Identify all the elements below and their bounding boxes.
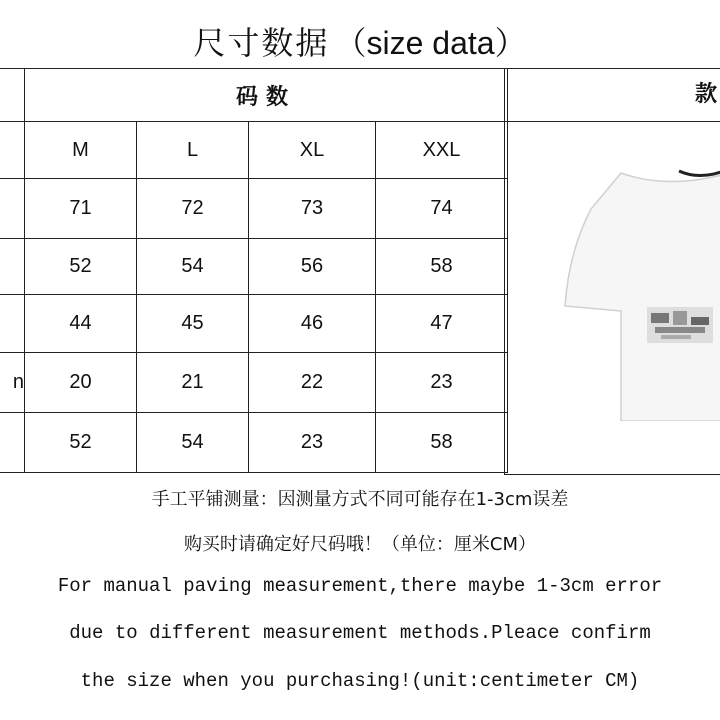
table-cell: 47 bbox=[376, 295, 508, 353]
table-cell: 58 bbox=[376, 413, 508, 473]
row-label: n bbox=[0, 353, 25, 413]
style-panel bbox=[504, 68, 720, 475]
note-en-line2: due to different measurement methods.Pleace confirm bbox=[69, 622, 651, 644]
size-col-xl: XL bbox=[249, 122, 376, 179]
size-col-m: M bbox=[25, 122, 137, 179]
table-row bbox=[0, 295, 508, 353]
table-cell: 23 bbox=[376, 353, 508, 413]
table-cell: 71 bbox=[25, 179, 137, 239]
side-cell bbox=[0, 122, 25, 179]
page-title bbox=[0, 18, 720, 64]
row-label bbox=[0, 295, 25, 353]
table-cell: 45 bbox=[137, 295, 249, 353]
size-header: 码数 bbox=[25, 69, 508, 122]
table-row bbox=[0, 353, 508, 413]
note-cn-line2: 购买时请确定好尺码哦！（单位：厘米CM） bbox=[183, 534, 537, 555]
size-col-l: L bbox=[137, 122, 249, 179]
table-cell: 72 bbox=[137, 179, 249, 239]
table-cell: 22 bbox=[249, 353, 376, 413]
row-label bbox=[0, 239, 25, 295]
table-cell: 52 bbox=[25, 413, 137, 473]
table-cell: 20 bbox=[25, 353, 137, 413]
size-table bbox=[0, 68, 508, 473]
table-cell: 58 bbox=[376, 239, 508, 295]
size-col-xxl: XXL bbox=[376, 122, 508, 179]
table-cell: 21 bbox=[137, 353, 249, 413]
table-cell: 52 bbox=[25, 239, 137, 295]
tshirt-image bbox=[561, 161, 720, 421]
note-en-line1: For manual paving measurement,there maybe 1-3cm error bbox=[57, 575, 663, 597]
title-english: （size data） bbox=[334, 25, 527, 61]
table-cell: 54 bbox=[137, 239, 249, 295]
title-chinese: 尺寸数据 bbox=[193, 24, 330, 62]
row-label bbox=[0, 413, 25, 473]
side-cell bbox=[0, 69, 25, 122]
table-row bbox=[0, 413, 508, 473]
table-cell: 73 bbox=[249, 179, 376, 239]
table-cell: 44 bbox=[25, 295, 137, 353]
style-header: 款 bbox=[505, 69, 720, 122]
graphic-print bbox=[647, 307, 713, 343]
note-cn-line1: 手工平铺测量：因测量方式不同可能存在1-3cm误差 bbox=[151, 489, 569, 510]
table-cell: 46 bbox=[249, 295, 376, 353]
table-cell: 74 bbox=[376, 179, 508, 239]
table-cell: 54 bbox=[137, 413, 249, 473]
row-label bbox=[0, 179, 25, 239]
table-row bbox=[0, 179, 508, 239]
table-row bbox=[0, 239, 508, 295]
table-cell: 23 bbox=[249, 413, 376, 473]
note-en-line3: the size when you purchasing!(unit:centimeter CM) bbox=[80, 670, 640, 692]
table-cell: 56 bbox=[249, 239, 376, 295]
